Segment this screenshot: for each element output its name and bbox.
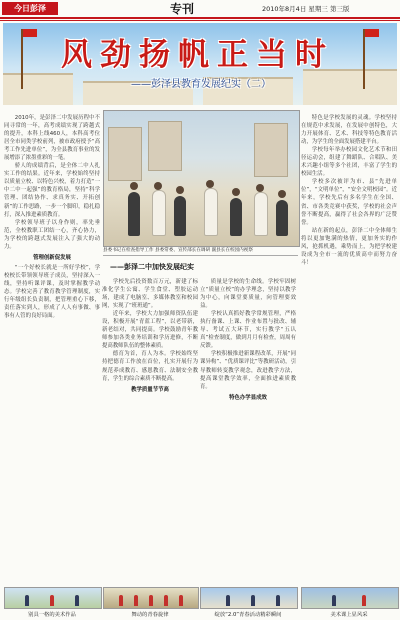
section-subheading: 管理创新促发展: [33, 254, 71, 261]
paragraph: 质量是学校的生命线。学校牢固树立“质量立校”的办学理念，坚持以教学为中心，向课堂要质量，向管理要效益。: [200, 279, 296, 310]
paragraph: 特色是学校发展的灵魂。学校坚持在规范中求发展，在发展中创特色，大力开展体育、艺术、科技等特色教育活动，为学生的全面发展搭建平台。: [301, 115, 397, 146]
article-column-2: [102, 278, 198, 584]
main-headline: 风劲扬帆正当时: [61, 37, 334, 73]
paragraph: 学校领导班子以身作则，率先垂范，全校教职工团结一心，齐心协力，为学校的跨越式发展注入了强大的动力。: [4, 219, 100, 250]
article-column-1: [4, 114, 100, 584]
article-column-3: [200, 278, 296, 584]
article-column-4: [301, 114, 397, 584]
issue-info: 2010年8月4日 星期三 第三版: [262, 5, 350, 13]
header-rule-thin: [0, 20, 400, 21]
headline-subtitle: ——彭泽县教育发展纪实（二）: [131, 79, 271, 90]
photo-caption: 别具一格的美术作品: [28, 612, 76, 618]
banner-building: [3, 73, 73, 105]
photo-caption: 绽放“2.0”青春活动精彩瞬间: [214, 612, 282, 618]
photo-art-works: [4, 587, 102, 609]
photo-activity: [200, 587, 298, 609]
article-subtitle: ——彭泽二中加快发展纪实: [110, 263, 194, 271]
paragraph: 2010年，是彭泽二中发展历程中不同寻常的一年，高考成绩实现了跨越式的提升，本科上线460人，本科高考位居全市同类学校前列，被市政府授予“高考工作先进单位”，为全县教育事业的发展增添了浓墨重彩的一笔。: [4, 115, 100, 162]
banner-building: [303, 69, 397, 105]
page-header: [0, 0, 400, 17]
photo-caption: 美术课上显风采: [330, 612, 368, 618]
main-photo: [103, 110, 300, 247]
paragraph: 骄人的成绩背后，是全体二中人扎实工作的结果。近年来，学校始终坚持以质量立校、以特色兴校，着力打造“一中二中一起强”的教育格局，坚持“科学管理、团结协作、求真务实、开拓创新”的工作思路，一步一个脚印，稳扎稳打，深入推进素质教育。: [4, 163, 100, 218]
paragraph: 站在新的起点，彭泽二中全体师生将以更加饱满的热情，更加务实的作风，抢抓机遇，乘势而上，为把学校建设成为全市一流的优质高中而努力奋斗！: [301, 227, 397, 266]
photo-caption: 舞动的青春旋律: [131, 612, 169, 618]
newspaper-logo: 今日彭泽: [2, 2, 58, 15]
main-photo-caption: 县委书记在检查指导工作 县委常委、宣传部长在调研 副县长在校园内视察: [103, 248, 253, 253]
section-title: 专刊: [170, 2, 195, 16]
photo-dance: [103, 587, 199, 609]
flag-icon: [363, 29, 365, 89]
paragraph: 德育为首，育人为本。学校始终坚持把德育工作放在首位，扎实开展行为规范养成教育、感恩教育、法制安全教育，学生的综合素质不断提高。: [102, 351, 198, 382]
photo-art-class: [301, 587, 399, 609]
section-subheading: 特色办学显成效: [229, 394, 267, 401]
flag-icon: [21, 29, 23, 89]
section-subheading: 教学质量节节高: [131, 386, 169, 393]
paragraph: 学校积极推进新课程改革，开展“同课异构”、“优质课评比”等教研活动，引导教师转变教学观念，改进教学方法，提高课堂教学效率，全面推进素质教育。: [200, 351, 296, 390]
header-rule: [0, 17, 400, 19]
paragraph: 学校先后投资数百万元，新建了标准化学生公寓、学生食堂、塑胶运动场，建成了电脑室、多媒体教室和校园网，实现了“班班通”。: [102, 279, 198, 310]
paragraph: 学校多次被评为市、县“先进单位”，“文明单位”，“安全文明校园”。近年来，学校先后有多名学生在全国、省、市各类竞赛中获奖，学校的社会声誉不断提高，赢得了社会各界的广泛赞誉。: [301, 179, 397, 226]
paragraph: 学校每年举办校园文化艺术节和田径运动会，组建了舞蹈队、合唱队、美术兴趣小组等多个社团，丰富了学生的校园生活。: [301, 147, 397, 178]
paragraph: “一个好校长就是一所好学校”，学校校长带领领导班子成员，坚持深入一线，坚持听课评课，及时掌握教学动态。学校完善了教育教学管理制度，实行年级组长负责制，把管理重心下移，责任落实到人，形成了人人有事做、事事有人管的良好局面。: [4, 264, 100, 320]
headline-banner: [3, 23, 397, 105]
paragraph: 学校认真抓好教学常规管理，严格执行备课、上课、作业布置与批改、辅导、考试五大环节，实行教学“五认真”检查制度，做到月月有检查，周周有反馈。: [200, 311, 296, 350]
paragraph: 近年来，学校大力加强师资队伍建设，积极开展“青蓝工程”，以老带新，新老结对，共同提高。学校鼓励青年教师参加各类业务培训和学历进修，不断提高教师队伍的整体素质。: [102, 311, 198, 350]
divider: [103, 255, 298, 256]
